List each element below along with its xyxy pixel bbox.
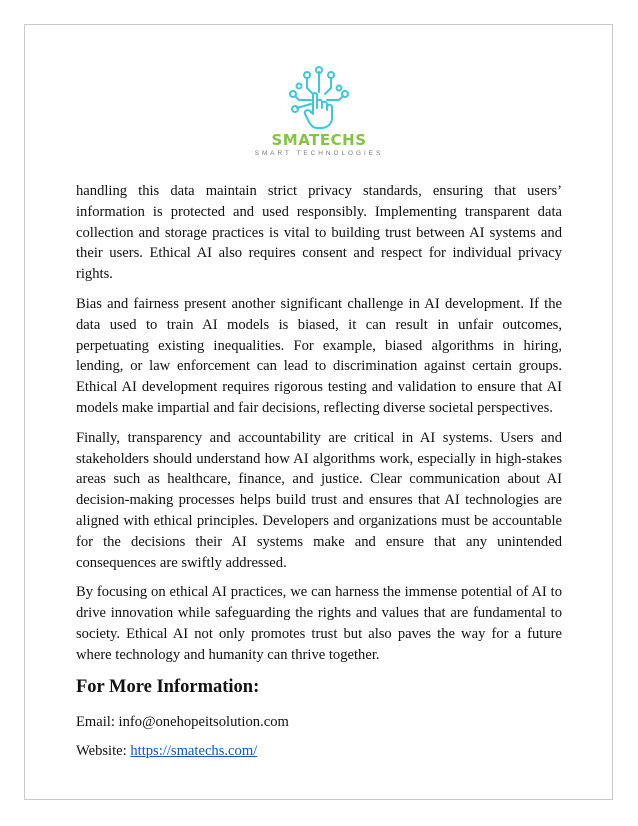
more-info-heading: For More Information: bbox=[76, 676, 260, 697]
brand-logo bbox=[0, 64, 638, 158]
paragraph-privacy: handling this data maintain strict privacy standards, ensuring that users’ information is protected and used responsibly. Implementing transparent data collection and storage practices is vital to building trust between AI systems and their users. Ethical AI also requires consent and respect for individual privacy rights. bbox=[76, 183, 562, 283]
contact-website bbox=[76, 741, 562, 762]
website-link[interactable]: https://smatechs.com/ bbox=[130, 743, 258, 760]
website-label: Website: bbox=[76, 743, 131, 760]
hand-circuit-icon bbox=[0, 64, 638, 132]
contact-email: Email: info@onehopeitsolution.com bbox=[76, 713, 289, 730]
paragraph-conclusion: By focusing on ethical AI practices, we can harness the immense potential of AI to drive innovation while safeguarding the rights and values that are fundamental to society. Ethical AI not only promotes trust but also paves the way for a future where technology and humanity can thrive together. bbox=[76, 584, 562, 663]
brand-name: SMATECHS bbox=[271, 131, 367, 149]
document-body bbox=[76, 181, 562, 771]
brand-tagline: SMART TECHNOLOGIES bbox=[254, 150, 384, 157]
paragraph-transparency: Finally, transparency and accountability are critical in AI systems. Users and stakeholders should understand how AI algorithms work, especially in high-stakes areas such as healthcare, finance, and justice. Clear communication about AI decision-making processes helps build trust and ensures that AI technologies are aligned with ethical principles. Developers and organizations must be accountable for the decisions their AI systems make and ensure that any unintended consequences are swiftly addressed. bbox=[76, 429, 562, 571]
paragraph-bias-fairness: Bias and fairness present another significant challenge in AI development. If the data used to train AI models is biased, it can result in unfair outcomes, perpetuating existing inequalities. For example, biased algorithms in hiring, lending, or law enforcement can lead to discrimination against certain groups. Ethical AI development requires rigorous testing and validation to ensure that AI models make impartial and fair decisions, reflecting diverse societal perspectives. bbox=[76, 295, 562, 416]
